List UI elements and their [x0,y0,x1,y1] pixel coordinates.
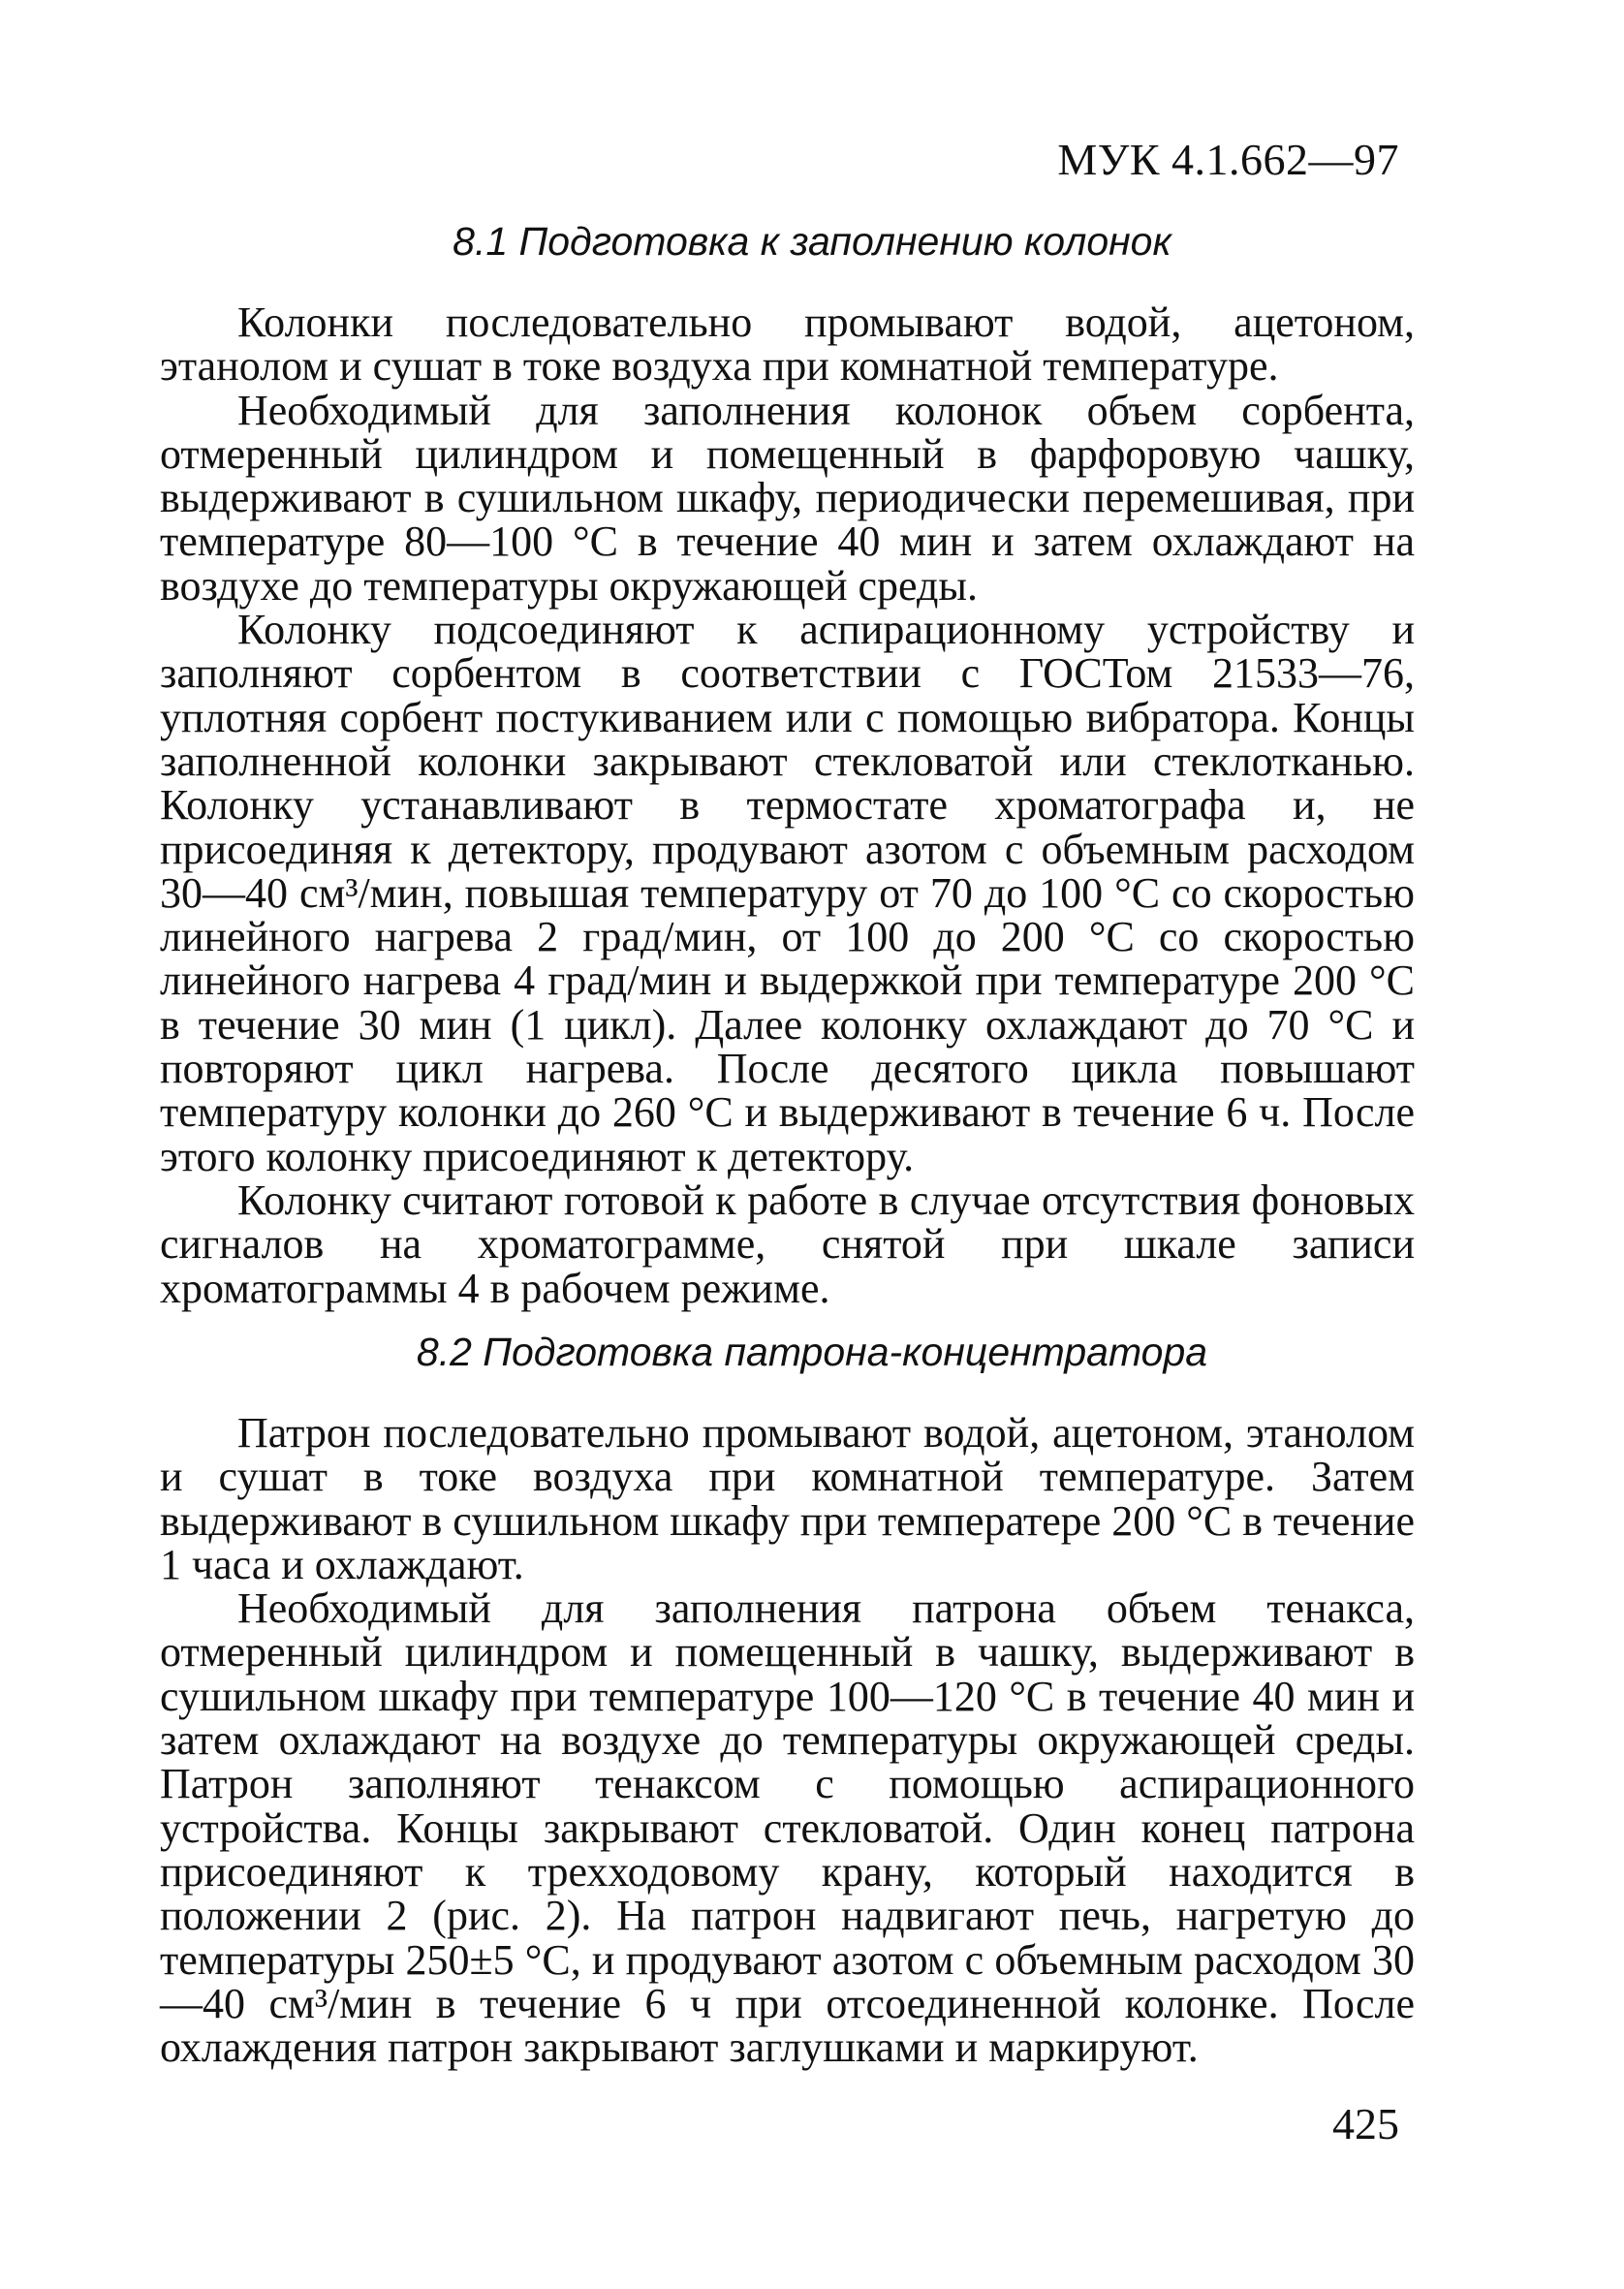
document-code: МУК 4.1.662—97 [1057,135,1399,184]
paragraph: Колонку подсоединяют к аспирационному устройству и заполняют сорбентом в соответствии с ГОСТом 21533—76, уплотняя сорбент постукиванием или с помощью вибратора. Концы заполненной колонки закрывают стекловатой или стеклотканью. Колонку устанавливают в термостате хроматографа и, не присоединяя к детектору, продувают азотом с объемным расходом 30—40 см³/мин, повышая температуру от 70 до 100 °С со скоростью линейного нагрева 2 град/мин, от 100 до 200 °С со скоростью линейного нагрева 4 град/мин и выдержкой при температуре 200 °С в течение 30 мин (1 цикл). Далее колонку охлаждают до 70 °С и повторяют цикл нагрева. После десятого цикла повышают температуру колонки до 260 °С и выдерживают в течение 6 ч. После этого колонку присоединяют к детектору. [160,606,1415,1180]
section-heading-8-2: 8.2 Подготовка патрона-концентратора [416,1330,1208,1374]
section-heading-8-1: 8.1 Подготовка к заполнению колонок [453,219,1171,264]
paragraph: Необходимый для заполнения патрона объем тенакса, отмеренный цилиндром и помещенный в чашку, выдерживают в сушильном шкафу при температуре 100—120 °С в течение 40 мин и затем охлаждают на воздухе до температуры окружающей среды. Патрон заполняют тенаксом с помощью аспирационного устройства. Концы закрывают стекловатой. Один конец патрона присоединяют к трехходовому крану, который находится в положении 2 (рис. 2). На патрон надвигают печь, нагретую до температуры 250±5 °С, и продувают азотом с объемным расходом 30—40 см³/мин в течение 6 ч при отсоединенной колонке. После охлаждения патрон закрывают заглушками и маркируют. [160,1584,1415,2072]
paragraph: Колонки последовательно промывают водой, ацетоном, этанолом и сушат в токе воздуха при комнатной температуре. [160,298,1415,391]
page-number: 425 [1332,2099,1399,2148]
paragraph: Патрон последовательно промывают водой, ацетоном, этанолом и сушат в токе воздуха при комнатной температуре. Затем выдерживают в сушильном шкафу при температере 200 °С в течение 1 часа и охлаждают. [160,1409,1415,1588]
section-body-8-1 [160,300,1415,1310]
section-body-8-2 [160,1409,1415,2072]
paragraph: Колонку считают готовой к работе в случае отсутствия фоновых сигналов на хроматограмме, снятой при шкале записи хроматограммы 4 в рабочем режиме. [160,1176,1415,1312]
paragraph: Необходимый для заполнения колонок объем сорбента, отмеренный цилиндром и помещенный в фарфоровую чашку, выдерживают в сушильном шкафу, периодически перемешивая, при температуре 80—100 °С в течение 40 мин и затем охлаждают на воздухе до температуры окружающей среды. [160,386,1415,610]
